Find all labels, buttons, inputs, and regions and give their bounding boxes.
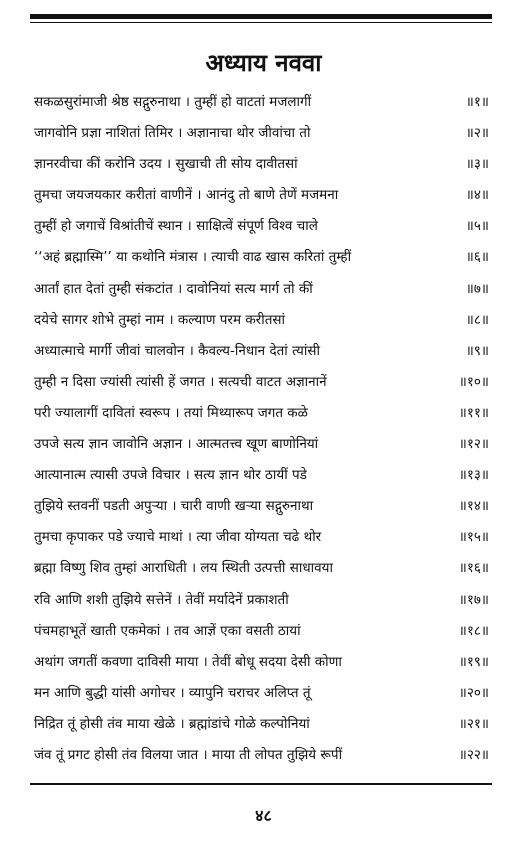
verse-line bbox=[34, 647, 489, 678]
verse-number: ॥२२॥ bbox=[458, 746, 489, 763]
top-rule-thin bbox=[30, 22, 492, 23]
verse-line bbox=[34, 522, 489, 553]
chapter-title: अध्याय नववा bbox=[205, 49, 322, 77]
verse-list bbox=[34, 87, 489, 771]
verse-number: ॥१९॥ bbox=[458, 653, 489, 670]
verse-line bbox=[34, 460, 489, 491]
verse-text: दयेचे सागर शोभे तुम्हां नाम । कल्याण परम करीतसां bbox=[34, 311, 286, 328]
verse-number: ॥८॥ bbox=[465, 311, 489, 328]
verse-number: ॥९॥ bbox=[465, 342, 489, 359]
verse-line bbox=[34, 274, 489, 305]
verse-line bbox=[34, 149, 489, 180]
verse-text: निद्रित तूं होसी तंव माया खेळे । ब्रह्मांडांचे गोळे कल्पोनियां bbox=[34, 715, 310, 732]
verse-line bbox=[34, 367, 489, 398]
verse-text: अथांग जगतीं कवणा दाविसी माया । तेवीं बोधू सदया देसी कोणा bbox=[34, 653, 342, 670]
verse-text: सकळसुरांमाजी श्रेष्ठ सद्गुरुनाथा । तुम्हीं हो वाटतां मजलागीं bbox=[34, 94, 312, 110]
verse-number: ॥६॥ bbox=[465, 249, 489, 266]
verse-number: ॥५॥ bbox=[465, 218, 489, 235]
verse-text: उपजे सत्य ज्ञान जावोनि अज्ञान । आत्मतत्त्व खूण बाणोनियां bbox=[34, 436, 319, 453]
verse-line bbox=[34, 180, 489, 211]
verse-text: जागवोनि प्रज्ञा नाशितां तिमिर । अज्ञानाचा थोर जीवांचा तो bbox=[34, 125, 311, 142]
verse-number: ॥११॥ bbox=[458, 404, 489, 421]
verse-text: ‘‘अहं ब्रह्मास्मि’’ या कथोनि मंत्रास । त्याची वाढ खास करितां तुम्हीं bbox=[34, 249, 352, 266]
verse-number: ॥२०॥ bbox=[458, 684, 489, 701]
verse-text: परी ज्यालागीं दावितां स्वरूप । तयां मिथ्यारूप जगत कळे bbox=[34, 404, 308, 421]
verse-number: ॥१४॥ bbox=[458, 498, 489, 515]
verse-number: ॥१७॥ bbox=[458, 591, 489, 608]
verse-line bbox=[34, 740, 489, 771]
verse-line bbox=[34, 709, 489, 740]
verse-text: तुम्हीं हो जगाचें विश्रांतीचें स्थान । साक्षित्वें संपूर्ण विश्व चाले bbox=[34, 218, 318, 235]
verse-text: तुमचा जयजयकार करीतां वाणीनें । आनंदु तो बाणे तेणें मजमना bbox=[34, 187, 339, 204]
verse-number: ॥३॥ bbox=[465, 156, 489, 173]
verse-line bbox=[34, 398, 489, 429]
page-number: ४८ bbox=[255, 806, 272, 825]
verse-number: ॥२॥ bbox=[465, 125, 489, 142]
verse-number: ॥१६॥ bbox=[458, 560, 489, 577]
verse-text: आत्यानात्म त्यासी उपजे विचार । सत्य ज्ञान थोर ठायीं पडे bbox=[34, 467, 307, 484]
verse-text: ब्रह्मा विष्णु शिव तुम्हां आराधिती । लय स्थिती उत्पत्ती साधावया bbox=[34, 560, 333, 577]
verse-number: ॥१॥ bbox=[465, 94, 489, 110]
verse-line bbox=[34, 242, 489, 273]
verse-number: ॥२१॥ bbox=[458, 715, 489, 732]
verse-number: ॥१०॥ bbox=[458, 373, 489, 390]
verse-text: मन आणि बुद्धी यांसी अगोचर । व्यापुनि चराचर अलिप्त तूं bbox=[34, 684, 311, 701]
verse-text: रवि आणि शशी तुझिये सत्तेनें । तेवीं मर्यादेनें प्रकाशती bbox=[34, 591, 289, 608]
verse-line bbox=[34, 678, 489, 709]
top-rule-thick bbox=[30, 14, 492, 19]
verse-line bbox=[34, 429, 489, 460]
verse-line bbox=[34, 336, 489, 367]
verse-line bbox=[34, 553, 489, 584]
verse-line bbox=[34, 87, 489, 118]
verse-text: अध्यात्माचे मार्गी जीवां चालवोन । कैवल्य-निधान देतां त्यांसी bbox=[34, 342, 320, 359]
verse-line bbox=[34, 118, 489, 149]
bottom-rule bbox=[30, 783, 492, 785]
verse-number: ॥७॥ bbox=[465, 280, 489, 297]
verse-text: आर्तां हात देतां तुम्ही संकटांत । दावोनियां सत्य मार्ग तो कीं bbox=[34, 280, 313, 297]
verse-text: पंचमहाभूतें खाती एकमेकां । तव आज्ञें एका वसती ठायां bbox=[34, 622, 301, 639]
verse-text: जंव तूं प्रगट होसी तंव विलया जात । माया ती लोपत तुझिये रूपीं bbox=[34, 746, 343, 763]
verse-line bbox=[34, 585, 489, 616]
verse-number: ॥१८॥ bbox=[458, 622, 489, 639]
verse-line bbox=[34, 211, 489, 242]
verse-line bbox=[34, 491, 489, 522]
verse-number: ॥१२॥ bbox=[458, 436, 489, 453]
verse-line bbox=[34, 305, 489, 336]
verse-text: तुमचा कृपाकर पडे ज्याचे माथां । त्या जीवा योग्यता चढे थोर bbox=[34, 529, 322, 546]
verse-text: ज्ञानरवीचा कीं करोनि उदय । सुखाची ती सोय दावीतसां bbox=[34, 156, 298, 173]
verse-line bbox=[34, 616, 489, 647]
verse-number: ॥१५॥ bbox=[458, 529, 489, 546]
verse-text: तुम्ही न दिसा ज्यांसी त्यांसी हें जगत । सत्यची वाटत अज्ञानानें bbox=[34, 373, 327, 390]
verse-number: ॥१३॥ bbox=[458, 467, 489, 484]
verse-text: तुझिये स्तवनीं पडती अपुऱ्या । चारी वाणी खऱ्या सद्गुरुनाथा bbox=[34, 498, 314, 515]
verse-number: ॥४॥ bbox=[465, 187, 489, 204]
